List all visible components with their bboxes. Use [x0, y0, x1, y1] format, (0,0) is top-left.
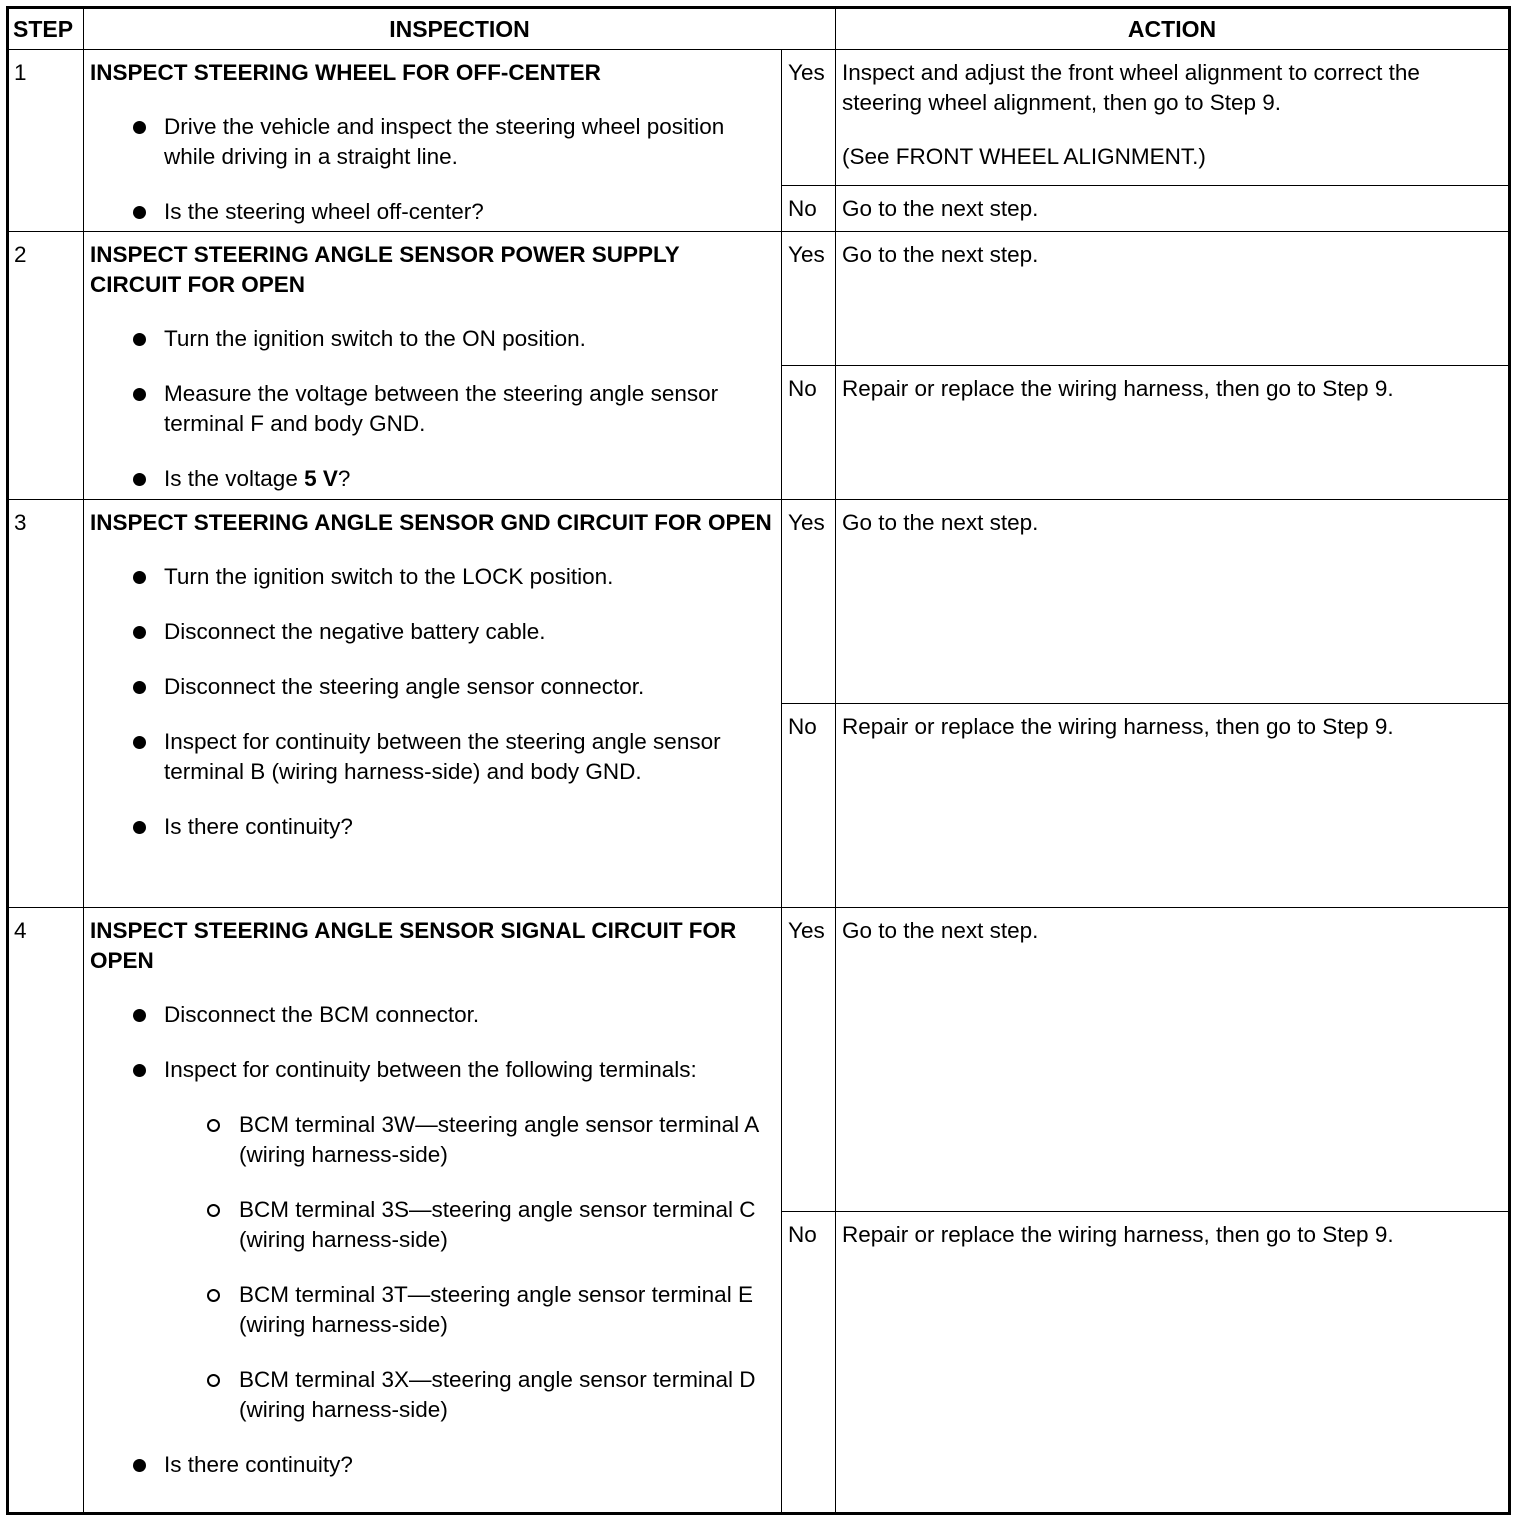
diagnostic-procedure-table — [6, 6, 1511, 1515]
bullet-item — [164, 464, 775, 494]
voltage-value: 5 V — [304, 466, 338, 491]
bullet-item: Disconnect the BCM connector. — [164, 1000, 775, 1030]
yes-label: Yes — [782, 50, 836, 186]
yes-action: Go to the next step. — [836, 908, 1510, 1212]
sub-bullet-item: BCM terminal 3X—steering angle sensor terminal D (wiring harness-side) — [239, 1365, 775, 1425]
yes-action: Go to the next step. — [836, 500, 1510, 704]
terminal-list — [164, 1110, 775, 1425]
action-column-header: ACTION — [836, 8, 1510, 50]
sub-bullet-item: BCM terminal 3T—steering angle sensor terminal E (wiring harness-side) — [239, 1280, 775, 1340]
bullet-item: Measure the voltage between the steering angle sensor terminal F and body GND. — [164, 379, 775, 439]
yes-label: Yes — [782, 908, 836, 1212]
no-action: Go to the next step. — [836, 186, 1510, 232]
no-label: No — [782, 704, 836, 908]
bullet-item: Is the steering wheel off-center? — [164, 197, 775, 227]
step-3-inspection — [84, 500, 782, 908]
no-label: No — [782, 1212, 836, 1514]
step-1-inspection — [84, 50, 782, 232]
inspection-bullets — [90, 112, 775, 227]
step-column-header: STEP — [8, 8, 84, 50]
bullet-item: Disconnect the steering angle sensor connector. — [164, 672, 775, 702]
action-reference: (See FRONT WHEEL ALIGNMENT.) — [842, 144, 1206, 169]
step-number: 4 — [8, 908, 84, 1514]
inspection-bullets — [90, 324, 775, 494]
step-number: 3 — [8, 500, 84, 908]
inspection-title: INSPECT STEERING ANGLE SENSOR POWER SUPPLY CIRCUIT FOR OPEN — [90, 242, 680, 297]
inspection-bullets — [90, 562, 775, 842]
step-number: 2 — [8, 232, 84, 500]
no-action: Repair or replace the wiring harness, then go to Step 9. — [836, 366, 1510, 500]
bullet-item: Is there continuity? — [164, 812, 775, 842]
inspection-title: INSPECT STEERING ANGLE SENSOR SIGNAL CIRCUIT FOR OPEN — [90, 918, 737, 973]
step-4-inspection — [84, 908, 782, 1514]
step-1-yes-row — [8, 50, 1510, 186]
inspection-title: INSPECT STEERING ANGLE SENSOR GND CIRCUIT FOR OPEN — [90, 510, 772, 535]
step-3-yes-row — [8, 500, 1510, 704]
no-label: No — [782, 366, 836, 500]
yes-label: Yes — [782, 500, 836, 704]
inspection-title: INSPECT STEERING WHEEL FOR OFF-CENTER — [90, 60, 601, 85]
no-label: No — [782, 186, 836, 232]
sub-bullet-item: BCM terminal 3S—steering angle sensor terminal C (wiring harness-side) — [239, 1195, 775, 1255]
yes-action — [836, 50, 1510, 186]
yes-label: Yes — [782, 232, 836, 366]
question-prefix: Is the voltage — [164, 466, 305, 491]
bullet-item: Drive the vehicle and inspect the steering wheel position while driving in a straight line. — [164, 112, 775, 172]
bullet-item: Turn the ignition switch to the LOCK position. — [164, 562, 775, 592]
no-action: Repair or replace the wiring harness, then go to Step 9. — [836, 704, 1510, 908]
bullet-item: Disconnect the negative battery cable. — [164, 617, 775, 647]
step-4-yes-row — [8, 908, 1510, 1212]
action-text: Inspect and adjust the front wheel alignment to correct the steering wheel alignment, then go to Step 9. — [842, 60, 1420, 115]
sub-bullet-item: BCM terminal 3W—steering angle sensor terminal A (wiring harness-side) — [239, 1110, 775, 1170]
yes-action: Go to the next step. — [836, 232, 1510, 366]
bullet-item — [164, 1055, 775, 1425]
header-row — [8, 8, 1510, 50]
bullet-text: Inspect for continuity between the following terminals: — [164, 1057, 697, 1082]
step-number: 1 — [8, 50, 84, 232]
step-2-inspection — [84, 232, 782, 500]
no-action: Repair or replace the wiring harness, then go to Step 9. — [836, 1212, 1510, 1514]
question-suffix: ? — [337, 466, 351, 491]
bullet-item: Is there continuity? — [164, 1450, 775, 1480]
bullet-item: Turn the ignition switch to the ON position. — [164, 324, 775, 354]
bullet-item: Inspect for continuity between the steering angle sensor terminal B (wiring harness-side) and body GND. — [164, 727, 775, 787]
inspection-column-header: INSPECTION — [84, 8, 836, 50]
inspection-bullets — [90, 1000, 775, 1480]
step-2-yes-row — [8, 232, 1510, 366]
